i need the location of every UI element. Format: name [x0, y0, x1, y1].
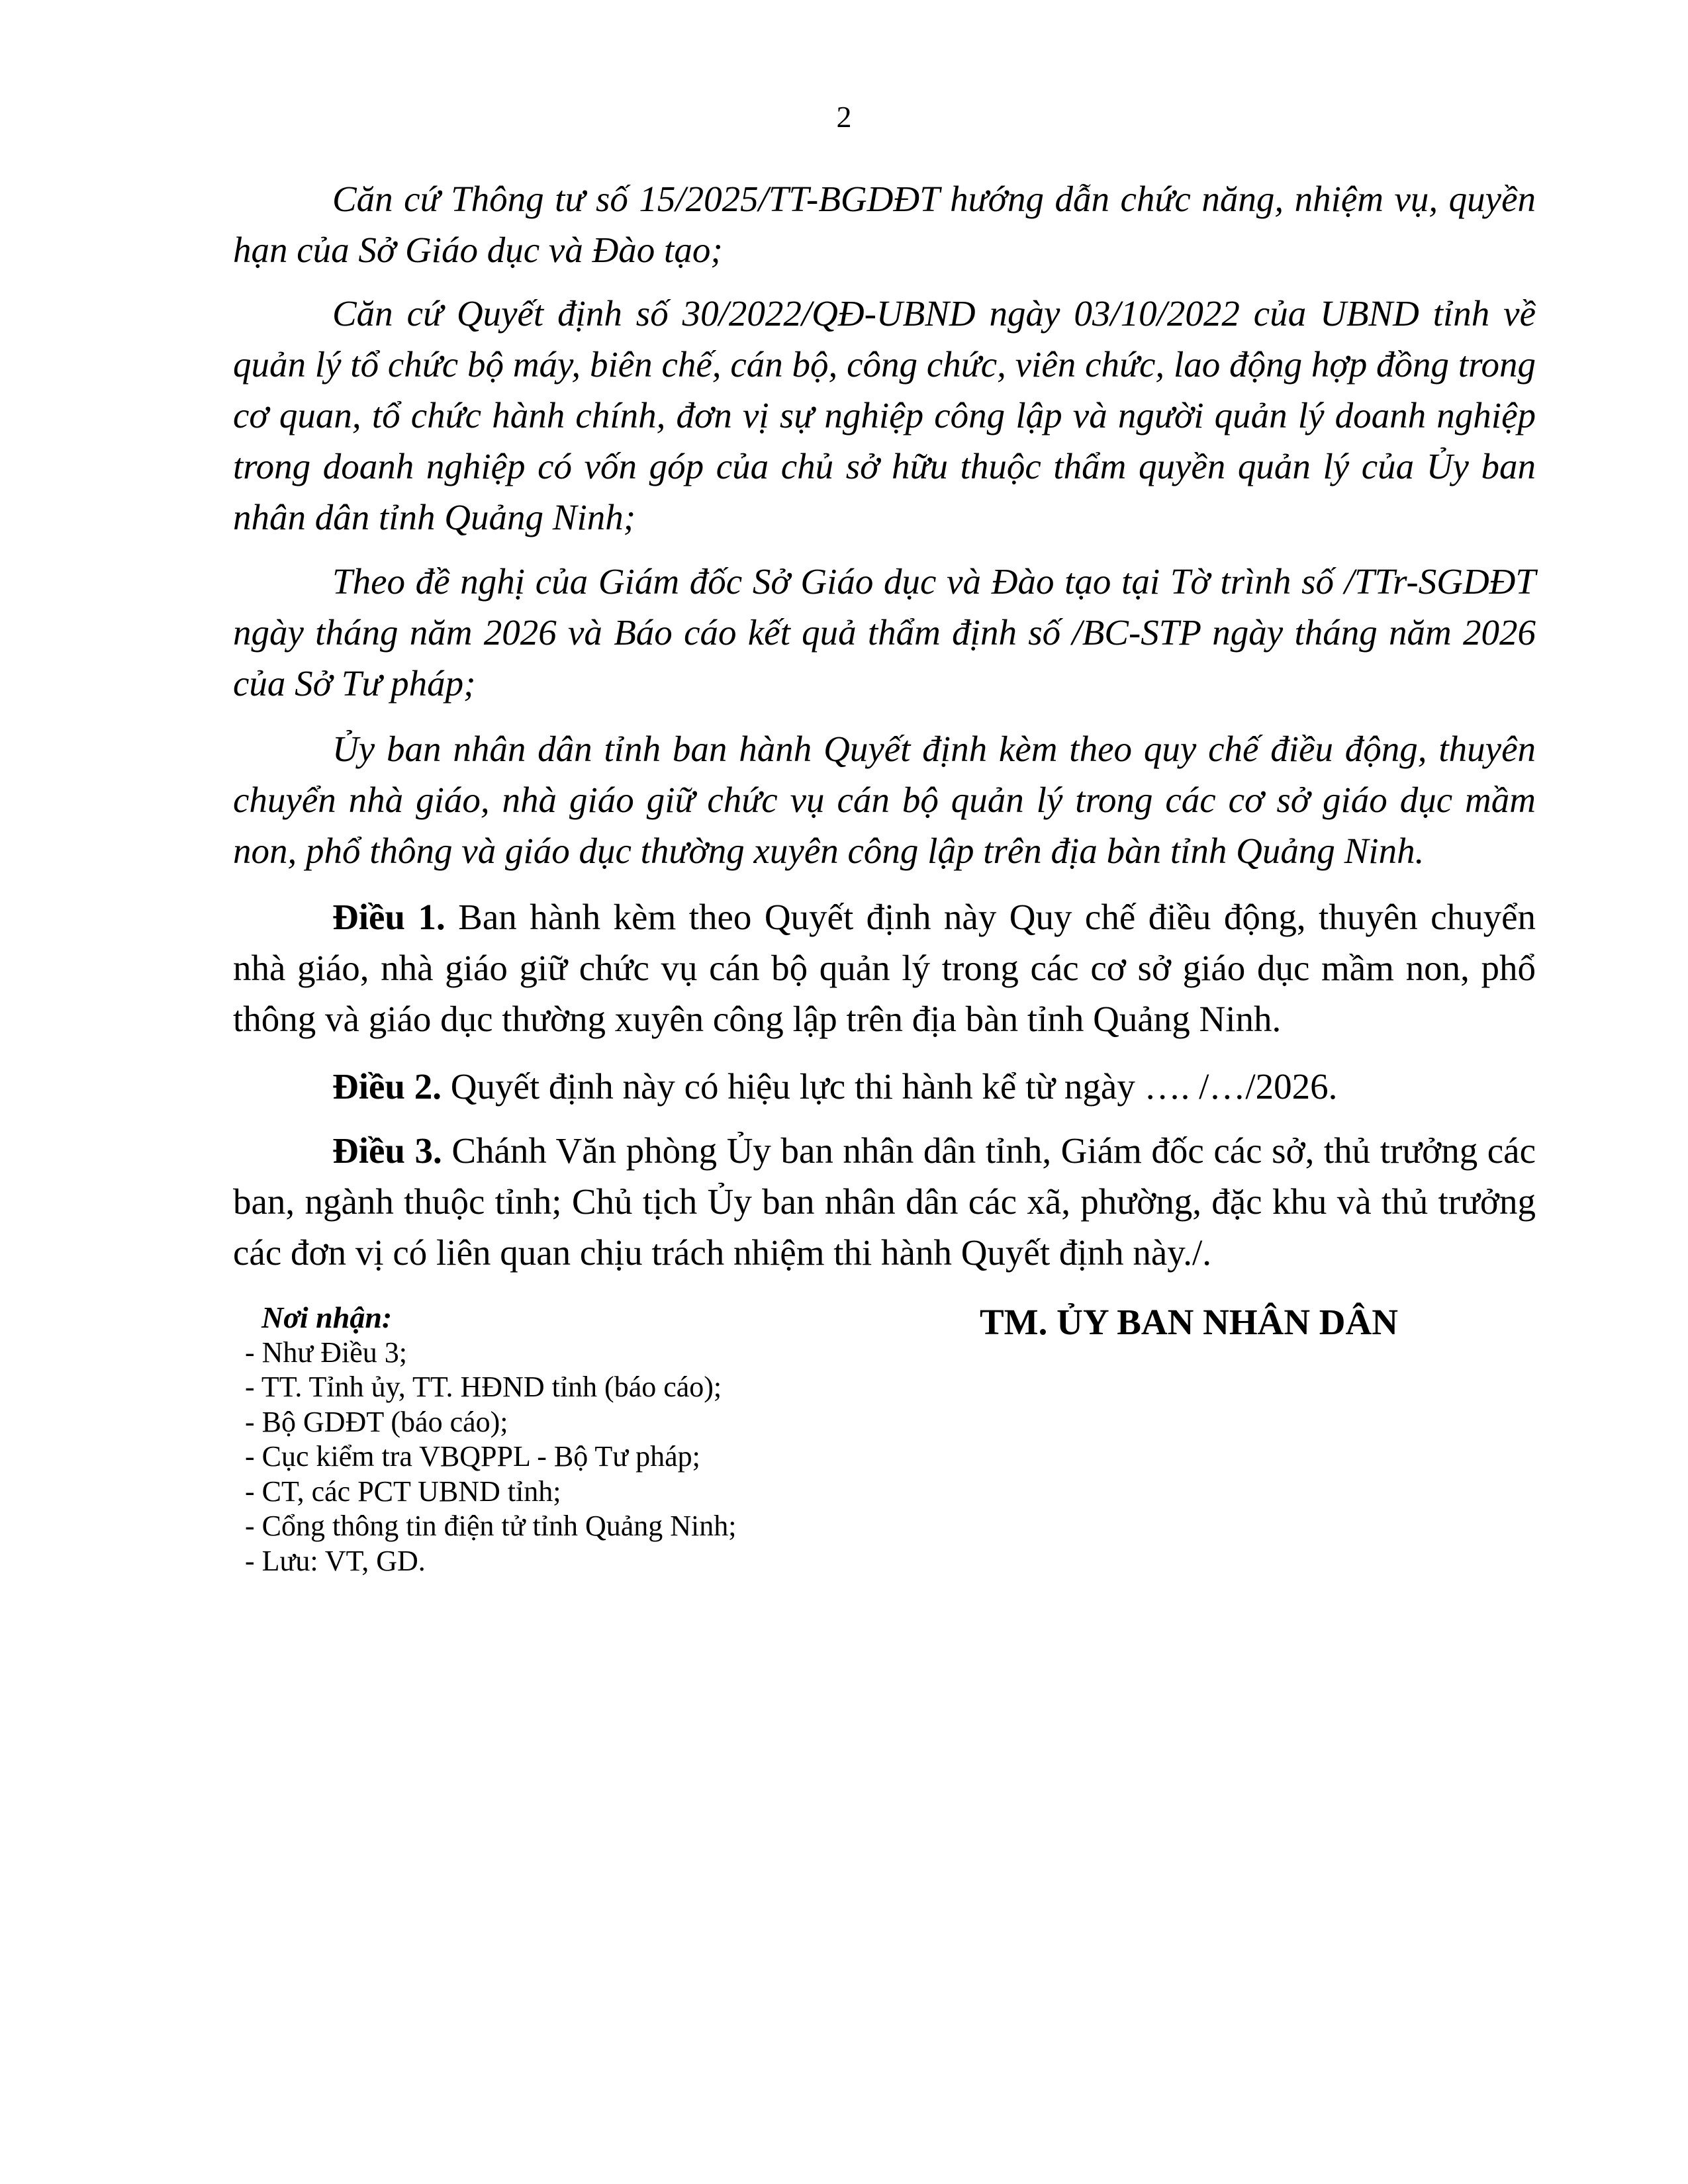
preamble-circular-basis: Căn cứ Thông tư số 15/2025/TT-BGDĐT hướng dẫn chức năng, nhiệm vụ, quyền hạn của Sở Giáo dục và Đào tạo; — [233, 179, 1536, 270]
recipient-item: - TT. Tỉnh ủy, TT. HĐND tỉnh (báo cáo); — [245, 1371, 722, 1403]
recipient-item: - Như Điều 3; — [245, 1336, 408, 1369]
recipients-title: Nơi nhận: — [261, 1300, 393, 1334]
recipient-item: - Bộ GDĐT (báo cáo); — [245, 1405, 508, 1438]
article-3-title: Điều 3. — [332, 1130, 442, 1171]
recipient-item: - CT, các PCT UBND tỉnh; — [245, 1475, 561, 1508]
preamble-issuance: Ủy ban nhân dân tỉnh ban hành Quyết định kèm theo quy chế điều động, thuyên chuyển nhà giáo, nhà giáo giữ chức vụ cán bộ quản lý trong các cơ sở giáo dục mầm non, phổ thông và giáo dục thường xuyên công lập trên địa bàn tỉnh Quảng Ninh. — [233, 729, 1536, 871]
preamble-decision-basis: Căn cứ Quyết định số 30/2022/QĐ-UBND ngày 03/10/2022 của UBND tỉnh về quản lý tổ chức bộ máy, biên chế, cán bộ, công chức, viên chức, lao động hợp đồng trong cơ quan, tổ chức hành chính, đơn vị sự nghiệp công lập và người quản lý doanh nghiệp trong doanh nghiệp có vốn góp của chủ sở hữu thuộc thẩm quyền quản lý của Ủy ban nhân dân tỉnh Quảng Ninh; — [233, 293, 1536, 537]
article-1-text: Ban hành kèm theo Quyết định này Quy chế điều động, thuyên chuyển nhà giáo, nhà giáo giữ chức vụ cán bộ quản lý trong các cơ sở giáo dục mầm non, phổ thông và giáo dục thường xuyên công lập trên địa bàn tỉnh Quảng Ninh. — [233, 897, 1536, 1039]
recipient-item: - Lưu: VT, GD. — [245, 1544, 426, 1577]
page-number: 2 — [836, 100, 852, 134]
preamble-proposal: Theo đề nghị của Giám đốc Sở Giáo dục và Đào tạo tại Tờ trình số /TTr-SGDĐT ngày tháng năm 2026 và Báo cáo kết quả thẩm định số /BC-STP ngày tháng năm 2026 của Sở Tư pháp; — [233, 561, 1536, 704]
recipient-item: - Cổng thông tin điện tử tỉnh Quảng Ninh; — [245, 1510, 737, 1542]
article-2-text: Quyết định này có hiệu lực thi hành kể từ ngày …. /…/2026. — [442, 1066, 1338, 1107]
article-2 — [233, 1061, 1536, 1112]
article-3-text: Chánh Văn phòng Ủy ban nhân dân tỉnh, Giám đốc các sở, thủ trưởng các ban, ngành thuộc tỉnh; Chủ tịch Ủy ban nhân dân các xã, phường, đặc khu và thủ trưởng các đơn vị có liên quan chịu trách nhiệm thi hành Quyết định này./. — [233, 1130, 1536, 1273]
recipients-block — [245, 1300, 907, 1578]
recipient-item: - Cục kiểm tra VBQPPL - Bộ Tư pháp; — [245, 1440, 700, 1473]
article-1 — [233, 891, 1536, 1044]
article-2-title: Điều 2. — [332, 1066, 442, 1107]
signature-title: TM. ỦY BAN NHÂN DÂN — [980, 1302, 1398, 1342]
article-1-title: Điều 1. — [332, 897, 445, 937]
article-3 — [233, 1125, 1536, 1278]
